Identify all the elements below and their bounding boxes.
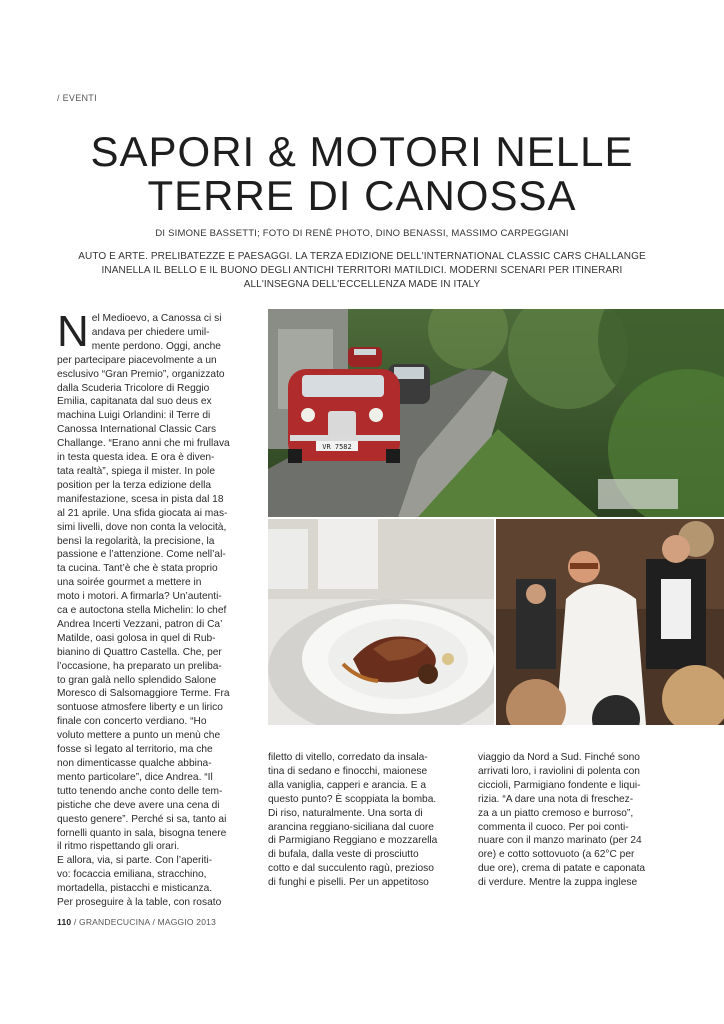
photo-chef-in-dining-hall	[496, 519, 724, 725]
text-line: di funghi e piselli. Per un appetitoso	[268, 877, 429, 889]
text-line: vo: focaccia emiliana, stracchino,	[57, 869, 207, 881]
article-title	[0, 130, 724, 218]
text-line: passione e l’attenzione. Come nell’al-	[57, 549, 226, 561]
title-line-1: SAPORI & MOTORI NELLE	[90, 128, 634, 175]
text-line: rizia. “A dare una nota di freschez-	[478, 793, 634, 805]
text-line: ciccioli, Parmigiano fondente e liqui-	[478, 779, 641, 791]
text-line: mento particolare”, dice Andrea. “Il	[57, 771, 213, 783]
text-line: Challange. “Erano anni che mi frullava	[57, 438, 230, 450]
text-line: commenta il cuoco. Per poi conti-	[478, 821, 629, 833]
text-line: Moresco di Salsomaggiore Terme. Fra	[57, 688, 230, 700]
text-line: questo genere”. Perché si sa, tanto ai	[57, 813, 227, 825]
body-column-1	[57, 307, 254, 910]
text-line: ta cucina. Tant’è che è stata proprio	[57, 563, 218, 575]
text-line: andava per chiedere umil-	[91, 326, 210, 338]
lead-line: AUTO E ARTE. PRELIBATEZZE E PAESAGGI. LA TERZA EDIZIONE DELL'INTERNATIONAL CLASSIC CARS CHALLANGE	[78, 251, 646, 262]
text-line: per partecipare piacevolmente a un	[57, 354, 217, 366]
text-line: fornelli quanto in sala, bisogna tenere	[57, 827, 227, 839]
text-line: Di riso, naturalmente. Una sorta di	[268, 807, 423, 819]
text-line: alla vaniglia, capperi e arancia. E a	[268, 779, 427, 791]
lead-line: INANELLA IL BELLO E IL BUONO DEGLI ANTICHI TERRITORI MATILDICI. MODERNI SCENARI PER ITINERARI	[101, 265, 623, 276]
section-label: / EVENTI	[57, 93, 97, 103]
text-line: to gran galà nello splendido Salone	[57, 674, 217, 686]
text-line: ca e autoctona stella Michelin: lo chef	[57, 605, 227, 617]
text-line: arancina reggiano-siciliana dal cuore	[268, 821, 434, 833]
text-line: Emilia, capitanata dal suo deus ex	[57, 396, 212, 408]
text-line: due ore), crema di patate e caponata	[478, 863, 646, 875]
text-line: el Medioevo, a Canossa ci si	[91, 313, 222, 324]
text-line: di verdure. Mentre la zuppa inglese	[478, 877, 638, 889]
text-line: za a un piatto cremoso e burroso”,	[478, 807, 634, 819]
text-line: tutto tenendo anche conto delle tem-	[57, 785, 223, 797]
text-line: simi livelli, dove non conta la velocità,	[57, 521, 227, 533]
footer-publication: / GRANDECUCINA / MAGGIO 2013	[71, 917, 216, 927]
text-line: mente perdono. Oggi, anche	[91, 340, 221, 352]
text-line: dalla Scuderia Tricolore di Reggio	[57, 382, 210, 394]
text-line: tata realtà”, spiega il mister. In pole	[57, 465, 215, 477]
drop-cap: N	[57, 307, 89, 356]
text-line: Canossa International Classic Cars	[57, 424, 217, 436]
text-line: manifestazione, scesa in pista dal 18	[57, 493, 224, 505]
red-car-far	[348, 347, 382, 367]
page-number: 110	[57, 917, 72, 927]
text-line: Andrea Incerti Vezzani, patron di Ca’	[57, 618, 223, 630]
text-line: tina di sedano e finocchi, maionese	[268, 765, 428, 777]
text-line: di Parmigiano Reggiano e mozzarella	[268, 835, 438, 847]
title-line-2: TERRE DI CANOSSA	[147, 172, 577, 219]
lead-paragraph	[60, 250, 664, 292]
text-line: filetto di vitello, corredato da insala-	[268, 752, 428, 763]
text-line: Matilde, oasi golosa in quel di Rub-	[57, 632, 216, 644]
text-line: di bufala, dalla veste di prosciutto	[268, 849, 419, 861]
text-line: viaggio da Nord a Sud. Finché sono	[478, 752, 640, 763]
text-line: questo punto? È scoppiata la bomba.	[268, 793, 437, 805]
text-line: l’occasione, ha preparato un preliba-	[57, 660, 222, 672]
text-line: moto i motori. A firmarla? Un’autenti-	[57, 591, 222, 603]
text-line: il ritmo rispettando gli orari.	[57, 841, 180, 853]
text-line: Per proseguire à la table, con rosato	[57, 897, 222, 909]
body-column-2	[268, 751, 468, 890]
text-line: al 21 aprile. Una sfida giocata ai mas-	[57, 507, 228, 519]
text-line: E allora, via, si parte. Con l’aperiti-	[57, 855, 213, 867]
photo-vintage-cars-on-road	[268, 309, 724, 517]
license-plate: VR 7582	[322, 443, 352, 451]
text-line: voluto mettere a punto un menù che	[57, 730, 221, 742]
text-line: esclusivo “Gran Premio”, organizzato	[57, 368, 225, 380]
text-line: cotto e dal succulento ragù, prezioso	[268, 863, 434, 875]
text-line: una soirée gourmet a mettere in	[57, 577, 202, 589]
byline: DI SIMONE BASSETTI; FOTO DI RENÈ PHOTO, DINO BENASSI, MASSIMO CARPEGGIANI	[155, 228, 569, 239]
text-line: non dimenticasse qualche abbina-	[57, 758, 212, 769]
text-line: machina Luigi Orlandini: il Terre di	[57, 410, 211, 422]
text-line: bensì la regolarità, la precisione, la	[57, 535, 215, 547]
text-line: finale con concerto verdiano. “Ho	[57, 716, 207, 728]
text-line: in testa questa idea. E ora è diven-	[57, 452, 215, 464]
text-line: arrivati loro, i raviolini di polenta con	[478, 765, 640, 777]
text-line: mortadella, pistacchi e misticanza.	[57, 883, 213, 895]
red-jaguar	[288, 369, 400, 463]
text-line: ore) e cotto sottovuoto (a 62°C per	[478, 849, 635, 861]
text-line: position per la terza edizione della	[57, 479, 212, 491]
text-line: pistiche che deve avere una cena di	[57, 799, 220, 811]
text-line: sontuose atmosfere liberty e un lirico	[57, 702, 223, 714]
column-1-lines	[57, 354, 254, 910]
text-line: bianino di Quattro Castella. Che, per	[57, 646, 222, 658]
body-column-3	[478, 751, 678, 890]
text-line: nuare con il manzo marinato (per 24	[478, 835, 642, 847]
text-line: fosse sì legato al territorio, ma che	[57, 744, 213, 756]
page-footer	[57, 917, 216, 927]
lead-line: ALL'INSEGNA DELL'ECCELLENZA MADE IN ITALY	[243, 279, 481, 290]
photo-plated-dish	[268, 519, 494, 725]
